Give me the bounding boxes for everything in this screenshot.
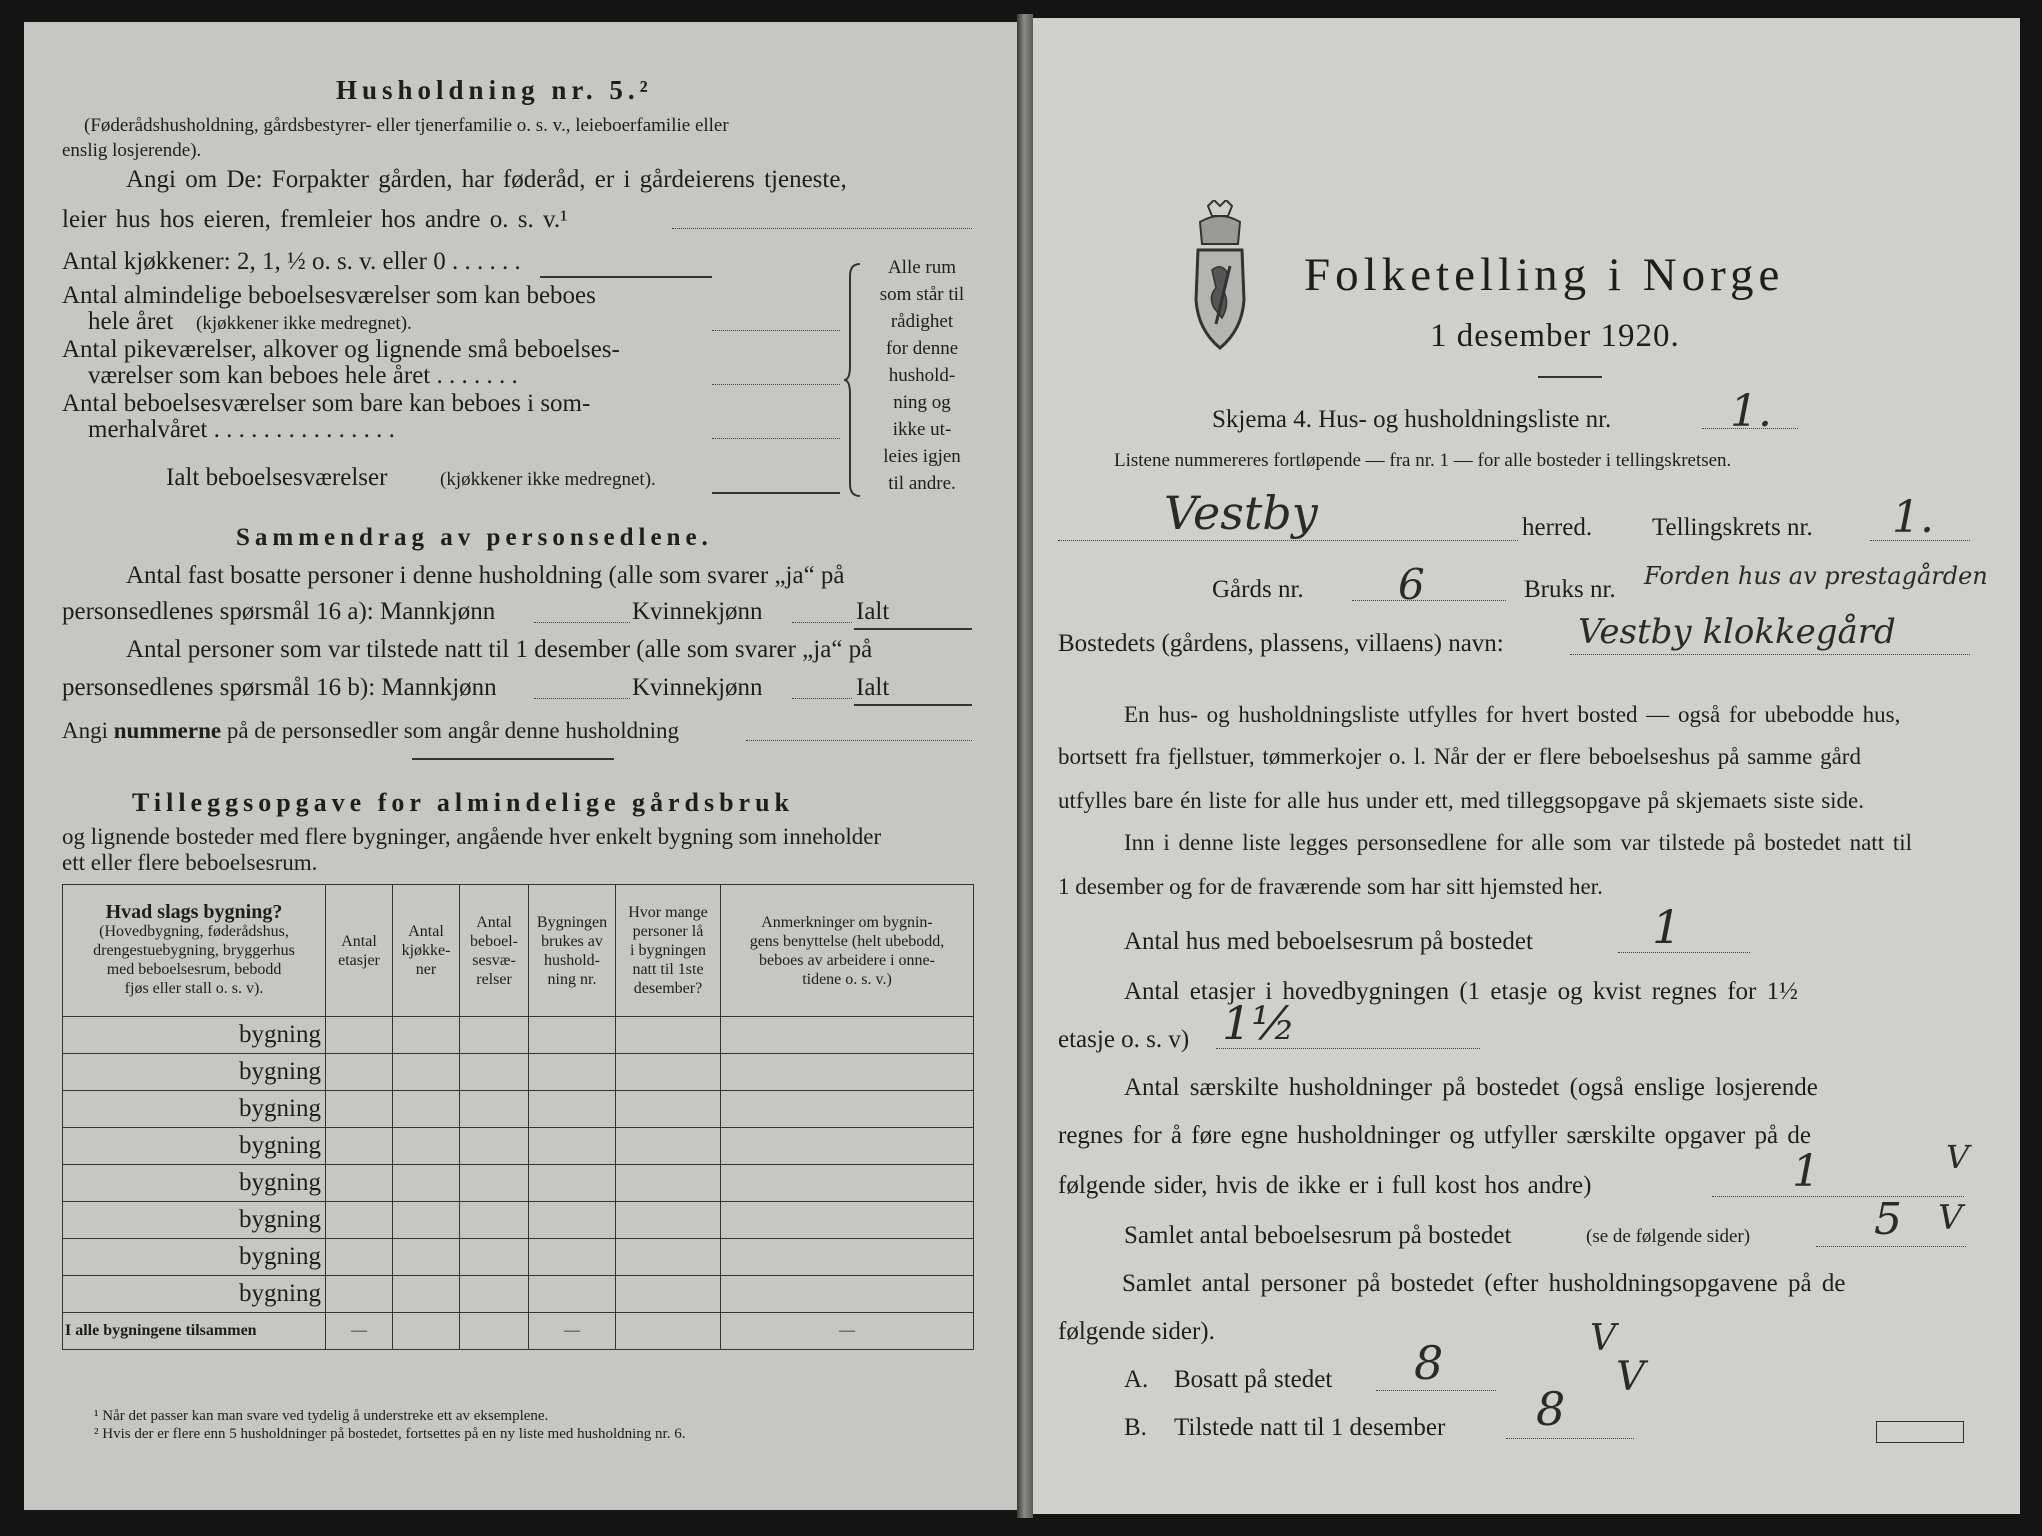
table-cell[interactable] (529, 1165, 616, 1202)
para2-line-2: 1 desember og for de fraværende som har sitt hjemsted her. (1058, 874, 1603, 899)
sommer-label-2: merhalvåret . . . . . . . . . . . . . . . (88, 416, 395, 443)
col-header-text: med beboelsesrum, bebodd (106, 961, 282, 978)
personer-line-2: følgende sider). (1058, 1318, 1215, 1345)
b-kvinne-label: Kvinnekjønn (632, 674, 763, 701)
table-cell[interactable] (393, 1017, 460, 1054)
total-cell[interactable] (616, 1313, 721, 1350)
col-header-text: gens benyttelse (helt ubebodd, (749, 932, 945, 950)
table-cell[interactable] (326, 1165, 393, 1202)
table-cell[interactable] (529, 1128, 616, 1165)
brace-note-line: ikke ut- (892, 419, 952, 440)
angi-line-1: Angi om De: Forpakter gården, har føderåd, er i gårdeierens tjeneste, (126, 166, 847, 193)
a-kvinne-field[interactable] (792, 622, 852, 623)
b-field[interactable] (1506, 1438, 1634, 1439)
brace-note-line: hushold- (888, 365, 956, 386)
pike-label-2: værelser som kan beboes hele året . . . . . . . (88, 362, 518, 389)
gards-field[interactable] (1352, 600, 1506, 601)
brace-note-line: rådighet (890, 311, 954, 332)
table-cell[interactable] (393, 1128, 460, 1165)
norway-crest-icon (1178, 200, 1262, 352)
table-row (63, 1276, 974, 1313)
kjokkener-field[interactable] (540, 276, 712, 278)
skjema-value: 1. (1730, 386, 1772, 437)
almindelige-label-2b: (kjøkkener ikke medregnet). (196, 313, 412, 334)
hus-field[interactable] (1618, 952, 1750, 953)
etasjer-line-2: etasje o. s. v) (1058, 1026, 1190, 1053)
table-cell[interactable] (529, 1054, 616, 1091)
table-cell[interactable] (721, 1276, 974, 1313)
skjema-label: Skjema 4. Hus- og husholdningsliste nr. (1212, 406, 1612, 433)
col-header-anmerkninger (721, 885, 974, 1017)
table-row (63, 1165, 974, 1202)
table-cell[interactable] (393, 1054, 460, 1091)
herred-value: Vestby (1164, 486, 1318, 540)
table-cell[interactable] (326, 1239, 393, 1276)
total-label: I alle bygningene tilsammen (63, 1313, 326, 1350)
check-mark: V (1590, 1318, 1616, 1359)
col-header-text: natt til 1ste (632, 961, 704, 978)
table-cell[interactable] (326, 1128, 393, 1165)
tillegg-title: Tilleggsopgave for almindelige gårdsbruk (132, 788, 795, 817)
a-kvinne-label: Kvinnekjønn (632, 598, 763, 625)
angi-line-2: leier hus hos eieren, fremleier hos andre o. s. v.¹ (62, 206, 568, 233)
table-row (63, 1054, 974, 1091)
table-cell[interactable] (721, 1091, 974, 1128)
census-date: 1 desember 1920. (1430, 318, 1680, 354)
household-subtitle-2: enslig losjerende). (62, 140, 202, 161)
table-cell[interactable] (529, 1239, 616, 1276)
b-ialt-field[interactable] (854, 704, 972, 706)
a-value: 8 (1414, 1336, 1444, 1390)
building-type-cell[interactable]: bygning (63, 1091, 326, 1128)
footnote-2: ² Hvis der er flere enn 5 husholdninger på bostedet, fortsettes på en ny liste med husholdning nr. 6. (94, 1426, 686, 1442)
table-row (63, 1128, 974, 1165)
angi-pre: Angi (62, 718, 108, 743)
sommer-field[interactable] (712, 438, 840, 439)
bruks-value: Forden hus av prestagården (1644, 562, 1988, 590)
b-mannkjonn-field[interactable] (534, 698, 630, 699)
beboelsesrum-value: 5 (1874, 1194, 1902, 1245)
b-label: B. (1124, 1414, 1147, 1441)
table-row (63, 1091, 974, 1128)
table-cell[interactable] (393, 1202, 460, 1239)
census-title: Folketelling i Norge (1304, 249, 1785, 301)
brace-note-line: Alle rum (887, 257, 957, 278)
bruks-label: Bruks nr. (1524, 576, 1616, 603)
title-rule (1538, 376, 1602, 378)
col-header-text: etasjer (338, 951, 380, 969)
sammendrag-b-line-1: Antal personer som var tilstede natt til 1 desember (alle som svarer „ja“ på (126, 636, 873, 663)
table-cell[interactable] (721, 1202, 974, 1239)
col-header-text: personer lå (632, 923, 704, 940)
b-kvinne-field[interactable] (792, 698, 852, 699)
check-mark: V (1938, 1198, 1963, 1238)
table-cell[interactable] (616, 1165, 721, 1202)
col-header-text: Antal (476, 913, 512, 931)
total-cell[interactable]: — (721, 1313, 974, 1350)
sarskilte-value: 1 (1792, 1146, 1820, 1197)
table-cell[interactable] (721, 1017, 974, 1054)
sommer-label-1: Antal beboelsesværelser som bare kan beboes i som- (62, 390, 591, 417)
col-header-text: brukes av (541, 932, 603, 950)
col-header-text: fjøs eller stall o. s. v). (124, 980, 264, 997)
sammendrag-title: Sammendrag av personsedlene. (236, 524, 713, 551)
col-header-text: beboel- (470, 932, 518, 950)
table-row (63, 1017, 974, 1054)
table-cell[interactable] (721, 1128, 974, 1165)
table-cell[interactable] (326, 1091, 393, 1128)
col-header-text: drengestuebygning, bryggerhus (93, 942, 295, 959)
page-fold (1017, 14, 1033, 1518)
brace-note (866, 254, 978, 497)
tellingskrets-value: 1. (1892, 492, 1934, 543)
etasjer-field[interactable] (1216, 1048, 1480, 1049)
table-cell[interactable] (616, 1239, 721, 1276)
col-header-text: Antal (408, 923, 444, 940)
building-type-cell[interactable]: bygning (63, 1165, 326, 1202)
brace-note-line: til andre. (888, 473, 956, 494)
table-cell[interactable] (460, 1165, 529, 1202)
col-header-text: (Hovedbygning, føderådshus, (99, 923, 289, 940)
a-field[interactable] (1376, 1390, 1496, 1391)
table-cell[interactable] (721, 1165, 974, 1202)
hus-label: Antal hus med beboelsesrum på bostedet (1124, 928, 1533, 955)
herred-field[interactable] (1058, 540, 1518, 541)
col-header-text: desember? (633, 980, 703, 997)
table-cell[interactable] (393, 1165, 460, 1202)
a-ialt-field[interactable] (854, 628, 972, 630)
gards-value: 6 (1398, 560, 1425, 609)
herred-label: herred. (1522, 514, 1593, 541)
angi-fill-line[interactable] (672, 228, 972, 229)
check-mark: V (1946, 1138, 1970, 1176)
pike-field[interactable] (712, 384, 840, 385)
almindelige-label-2: hele året (88, 308, 174, 335)
building-table-body (63, 1017, 974, 1350)
col-header-text: hushold- (544, 951, 600, 969)
table-cell[interactable] (393, 1276, 460, 1313)
check-mark: V (1616, 1354, 1645, 1400)
etasjer-value: 1½ (1222, 996, 1296, 1050)
tellingskrets-field[interactable] (1870, 540, 1970, 541)
angi-bold: nummerne (113, 718, 222, 743)
col-header-etasjer (326, 885, 393, 1017)
col-header-text: Bygningen (536, 913, 608, 931)
col-header-text: Hvor mange (628, 904, 708, 921)
table-total-row (63, 1313, 974, 1350)
table-header-row (63, 885, 974, 1017)
b-value: 8 (1536, 1382, 1566, 1436)
beboelsesrum-label: Samlet antal beboelsesrum på bostedet (1124, 1222, 1512, 1249)
table-cell[interactable] (529, 1017, 616, 1054)
nummerne-field[interactable] (746, 740, 972, 741)
sammendrag-a-line-1: Antal fast bosatte personer i denne husholdning (alle som svarer „ja“ på (126, 562, 845, 589)
angi-nummerne (62, 718, 679, 744)
table-cell[interactable] (529, 1276, 616, 1313)
para1-line-1: En hus- og husholdningsliste utfylles for hvert bosted — også for ubebodde hus, (1124, 702, 1901, 727)
hus-value: 1 (1652, 900, 1682, 954)
col-header-text: tidene o. s. v.) (802, 970, 892, 988)
table-cell[interactable] (529, 1091, 616, 1128)
table-cell[interactable] (721, 1054, 974, 1091)
sarskilte-line-1: Antal særskilte husholdninger på bostedet (også enslige losjerende (1124, 1074, 1818, 1101)
household-subtitle-1: (Føderådshusholdning, gårdsbestyrer- eller tjenerfamilie o. s. v., leieboerfamilie eller (84, 115, 729, 136)
col-header-text: relser (476, 970, 512, 988)
almindelige-field[interactable] (712, 330, 840, 331)
a-text: Bosatt på stedet (1174, 1366, 1333, 1393)
table-cell[interactable] (326, 1202, 393, 1239)
ialt-rooms-label: Ialt beboelsesværelser (166, 464, 388, 491)
building-type-cell[interactable]: bygning (63, 1239, 326, 1276)
table-cell[interactable] (616, 1091, 721, 1128)
bostedets-value: Vestby klokkegård (1578, 612, 1896, 652)
kjokkener-label: Antal kjøkkener: 2, 1, ½ o. s. v. eller 0 . . . . . . (62, 248, 521, 275)
a-label: A. (1124, 1366, 1149, 1393)
table-cell[interactable] (393, 1091, 460, 1128)
col-header-text: beboes av arbeidere i onne- (759, 951, 935, 969)
col-header-type-title: Hvad slags bygning? (105, 901, 283, 923)
brace-note-line: for denne (885, 338, 959, 359)
table-cell[interactable] (326, 1017, 393, 1054)
beboelsesrum-note: (se de følgende sider) (1586, 1226, 1751, 1247)
para2-line-1: Inn i denne liste legges personsedlene for alle som var tilstede på bostedet natt til (1124, 830, 1913, 855)
table-cell[interactable] (616, 1202, 721, 1239)
sarskilte-field[interactable] (1712, 1196, 1964, 1197)
total-cell[interactable] (460, 1313, 529, 1350)
building-type-cell[interactable]: bygning (63, 1128, 326, 1165)
sarskilte-line-2: regnes for å føre egne husholdninger og utfyller særskilte opgaver på de (1058, 1122, 1811, 1149)
table-cell[interactable] (616, 1276, 721, 1313)
a-ialt-label: Ialt (856, 598, 890, 625)
col-header-type (63, 885, 326, 1017)
table-cell[interactable] (460, 1202, 529, 1239)
table-cell[interactable] (460, 1239, 529, 1276)
table-cell[interactable] (326, 1276, 393, 1313)
building-type-cell[interactable]: bygning (63, 1276, 326, 1313)
table-cell[interactable] (326, 1054, 393, 1091)
brace-note-line: ning og (893, 392, 951, 413)
table-cell[interactable] (460, 1276, 529, 1313)
a-mannkjonn-field[interactable] (534, 622, 630, 623)
col-header-text: kjøkke- (401, 942, 451, 959)
etasjer-line-1: Antal etasjer i hovedbygningen (1 etasje og kvist regnes for 1½ (1124, 978, 1798, 1005)
col-header-text: ning nr. (547, 970, 597, 988)
building-type-cell[interactable]: bygning (63, 1017, 326, 1054)
section-divider (412, 758, 614, 760)
col-header-text: sesvæ- (472, 951, 516, 969)
tellingskrets-label: Tellingskrets nr. (1652, 514, 1813, 541)
tillegg-sub-2: ett eller flere beboelsesrum. (62, 850, 318, 875)
table-row (63, 1239, 974, 1276)
table-cell[interactable] (616, 1054, 721, 1091)
household-title: Husholdning nr. 5.² (336, 75, 653, 105)
table-cell[interactable] (460, 1091, 529, 1128)
total-cell[interactable]: — (326, 1313, 393, 1350)
beboelsesrum-field[interactable] (1816, 1246, 1966, 1247)
ialt-rooms-note: (kjøkkener ikke medregnet). (440, 469, 656, 490)
col-header-personer (616, 885, 721, 1017)
bostedets-label: Bostedets (gårdens, plassens, villaens) navn: (1058, 630, 1504, 657)
tillegg-sub-1: og lignende bosteder med flere bygninger, angående hver enkelt bygning som inneholder (62, 824, 882, 849)
table-cell[interactable] (460, 1054, 529, 1091)
footnote-1: ¹ Når det passer kan man svare ved tydelig å understreke ett av eksemplene. (94, 1408, 549, 1424)
table-cell[interactable] (460, 1017, 529, 1054)
angi-post: på de personsedler som angår denne husholdning (226, 718, 680, 743)
sarskilte-line-3: følgende sider, hvis de ikke er i full kost hos andre) (1058, 1172, 1592, 1199)
ialt-rooms-field[interactable] (712, 492, 840, 494)
b-text: Tilstede natt til 1 desember (1174, 1414, 1446, 1441)
building-type-cell[interactable]: bygning (63, 1202, 326, 1239)
col-header-text: ner (415, 961, 437, 978)
table-cell[interactable] (393, 1239, 460, 1276)
table-cell[interactable] (721, 1239, 974, 1276)
sammendrag-a-line-2: personsedlenes spørsmål 16 a): Mannkjønn (62, 598, 496, 625)
printer-stamp (1876, 1421, 1964, 1443)
brace-icon (842, 262, 866, 498)
building-type-cell[interactable]: bygning (63, 1054, 326, 1091)
table-row (63, 1202, 974, 1239)
listene-note: Listene nummereres fortløpende — fra nr. 1 — for alle bosteder i tellingskretsen. (1114, 450, 1732, 471)
bostedets-field[interactable] (1570, 654, 1970, 655)
brace-note-line: som står til (879, 284, 965, 305)
brace-note-line: leies igjen (883, 446, 961, 467)
col-header-kjokkener (393, 885, 460, 1017)
col-header-text: Anmerkninger om bygnin- (761, 913, 933, 931)
b-ialt-label: Ialt (856, 674, 890, 701)
sammendrag-b-line-2: personsedlenes spørsmål 16 b): Mannkjønn (62, 674, 497, 701)
col-header-text: Antal (341, 932, 377, 950)
para1-line-3: utfylles bare én liste for alle hus under ett, med tilleggsopgave på skjemaets siste side. (1058, 788, 1865, 813)
total-cell[interactable]: — (529, 1313, 616, 1350)
table-cell[interactable] (616, 1017, 721, 1054)
para1-line-2: bortsett fra fjellstuer, tømmerkojer o. l. Når der er flere beboelseshus på samme gård (1058, 744, 1861, 769)
col-header-text: i bygningen (630, 942, 706, 959)
table-cell[interactable] (460, 1128, 529, 1165)
pike-label-1: Antal pikeværelser, alkover og lignende små beboelses- (62, 336, 620, 363)
total-cell[interactable] (393, 1313, 460, 1350)
almindelige-label-1: Antal almindelige beboelsesværelser som kan beboes (62, 282, 596, 309)
building-table (62, 884, 974, 1350)
col-header-husholdning (529, 885, 616, 1017)
table-cell[interactable] (529, 1202, 616, 1239)
col-header-beboelsesvaerelser (460, 885, 529, 1017)
personer-line-1: Samlet antal personer på bostedet (efter husholdningsopgavene på de (1122, 1270, 1846, 1297)
skjema-field[interactable] (1702, 428, 1798, 429)
gards-label: Gårds nr. (1212, 576, 1304, 603)
table-cell[interactable] (616, 1128, 721, 1165)
